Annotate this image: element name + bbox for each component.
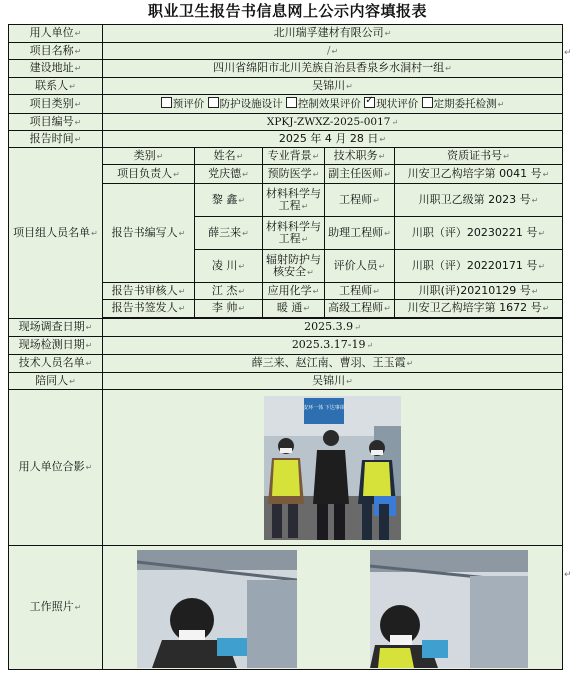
row-project (9, 43, 563, 60)
writer-2-title: 助理工程师↵ (325, 217, 395, 250)
leader-title: 副主任医师↵ (325, 165, 395, 184)
work-photo-1-image (137, 550, 297, 668)
writer-3-cert: 川职（评）20220171 号↵ (395, 250, 563, 283)
reviewer-name: 江 杰↵ (195, 283, 263, 300)
writer-1-title: 工程师↵ (325, 184, 395, 217)
row-tech (9, 355, 563, 373)
form-title: 职业卫生报告书信息网上公示内容填报表 (147, 2, 427, 20)
writer-3-major: 辐射防护与核安全↵ (263, 250, 325, 283)
contact-label: 联系人↵ (9, 78, 103, 95)
work-photo-2 (370, 550, 528, 668)
writer-1-name: 黎 鑫↵ (195, 184, 263, 217)
group-photo-label: 用人单位合影↵ (9, 390, 103, 546)
leader-major: 预防医学↵ (263, 165, 325, 184)
report-time-value: 2025 年 4 月 28 日↵ (103, 131, 563, 148)
leader-cert: 川安卫乙构培字第 0041 号↵ (395, 165, 563, 184)
site-survey-label: 现场调查日期↵ (9, 319, 103, 337)
row-contact (9, 78, 563, 95)
address-value: 四川省绵阳市北川羌族自治县香泉乡水洞村一组↵ (103, 60, 563, 78)
code-value: XPKJ-ZWXZ-2025-0017↵ (103, 114, 563, 131)
group-photo-image (264, 396, 401, 540)
row-site-survey (9, 319, 563, 337)
project-value: /↵ (103, 43, 563, 60)
reviewer-major: 应用化学↵ (263, 283, 325, 300)
code-label: 项目编号↵ (9, 114, 103, 131)
companion-label: 陪同人↵ (9, 373, 103, 390)
site-test-value: 2025.3.17-19↵ (103, 337, 563, 355)
issuer-cert: 川安卫乙构培字第 1672 号↵ (395, 300, 563, 318)
reviewer-cert: 川职(评)20210129 号↵ (395, 283, 563, 300)
companion-value: 吴锦川↵ (103, 373, 563, 390)
address-label: 建设地址↵ (9, 60, 103, 78)
row-code (9, 114, 563, 131)
contact-value: 吴锦川↵ (103, 78, 563, 95)
category-label: 项目类别↵ (9, 95, 103, 114)
tech-value: 薛三来、赵江南、曹羽、王玉霞↵ (103, 355, 563, 373)
row-category (9, 95, 563, 114)
work-photo-label: 工作照片↵ (9, 546, 103, 670)
work-photo-1 (137, 550, 297, 668)
project-label: 项目名称↵ (9, 43, 103, 60)
writer-2-cert: 川职（评）20230221 号↵ (395, 217, 563, 250)
work-photo-2-image (370, 550, 528, 668)
group-photo (264, 396, 401, 540)
members-header-row (9, 148, 563, 165)
header-major: 专业背景↵ (263, 148, 325, 165)
header-cert: 资质证书号↵ (395, 148, 563, 165)
unit-label: 用人单位↵ (9, 25, 103, 43)
row-report-time (9, 131, 563, 148)
issuer-major: 暖 通↵ (263, 300, 325, 318)
reviewer-role: 报告书审核人↵ (103, 283, 195, 300)
issuer-title: 高级工程师↵ (325, 300, 395, 318)
site-test-label: 现场检测日期↵ (9, 337, 103, 355)
checkbox-regular-test[interactable] (422, 97, 433, 108)
writer-2-major: 材料科学与工程↵ (263, 217, 325, 250)
writer-3-name: 凌 川↵ (195, 250, 263, 283)
site-survey-value: 2025.3.9↵ (103, 319, 563, 337)
sign-text: 安环一体 下达事项 (303, 404, 345, 411)
row-address (9, 60, 563, 78)
writer-role: 报告书编写人↵ (103, 184, 195, 283)
disclosure-form-table (8, 24, 563, 670)
header-name: 姓名↵ (195, 148, 263, 165)
report-time-label: 报告时间↵ (9, 131, 103, 148)
row-unit (9, 25, 563, 43)
category-options: 预评价 防护设施设计 控制效果评价 ✓ 现状评价 定期委托检测↵ (103, 95, 563, 114)
checkbox-control-effect[interactable] (286, 97, 297, 108)
checkbox-pre-eval[interactable] (161, 97, 172, 108)
issuer-role: 报告书签发人↵ (103, 300, 195, 318)
writer-1-cert: 川职卫乙级第 2023 号↵ (395, 184, 563, 217)
leader-name: 党庆德↵ (195, 165, 263, 184)
row-site-test (9, 337, 563, 355)
members-group-label: 项目组人员名单↵ (9, 148, 103, 319)
writer-1-major: 材料科学与工程↵ (263, 184, 325, 217)
unit-value: 北川瑞孚建材有限公司↵ (103, 25, 563, 43)
writer-3-title: 评价人员↵ (325, 250, 395, 283)
checkbox-status-eval[interactable] (364, 97, 375, 108)
checkbox-protection-design[interactable] (208, 97, 219, 108)
header-category: 类别↵ (103, 148, 195, 165)
row-end-mark: ↵ (564, 48, 572, 58)
row-group-photo (9, 390, 563, 546)
header-title: 技术职务↵ (325, 148, 395, 165)
row-companion (9, 373, 563, 390)
work-photos-cell (103, 546, 563, 670)
leader-role: 项目负责人↵ (103, 165, 195, 184)
row-work-photos (9, 546, 563, 670)
reviewer-title: 工程师↵ (325, 283, 395, 300)
row-end-mark-2: ↵ (564, 570, 572, 580)
issuer-name: 李 帅↵ (195, 300, 263, 318)
group-photo-cell (103, 390, 563, 546)
writer-2-name: 薛三来↵ (195, 217, 263, 250)
tech-label: 技术人员名单↵ (9, 355, 103, 373)
